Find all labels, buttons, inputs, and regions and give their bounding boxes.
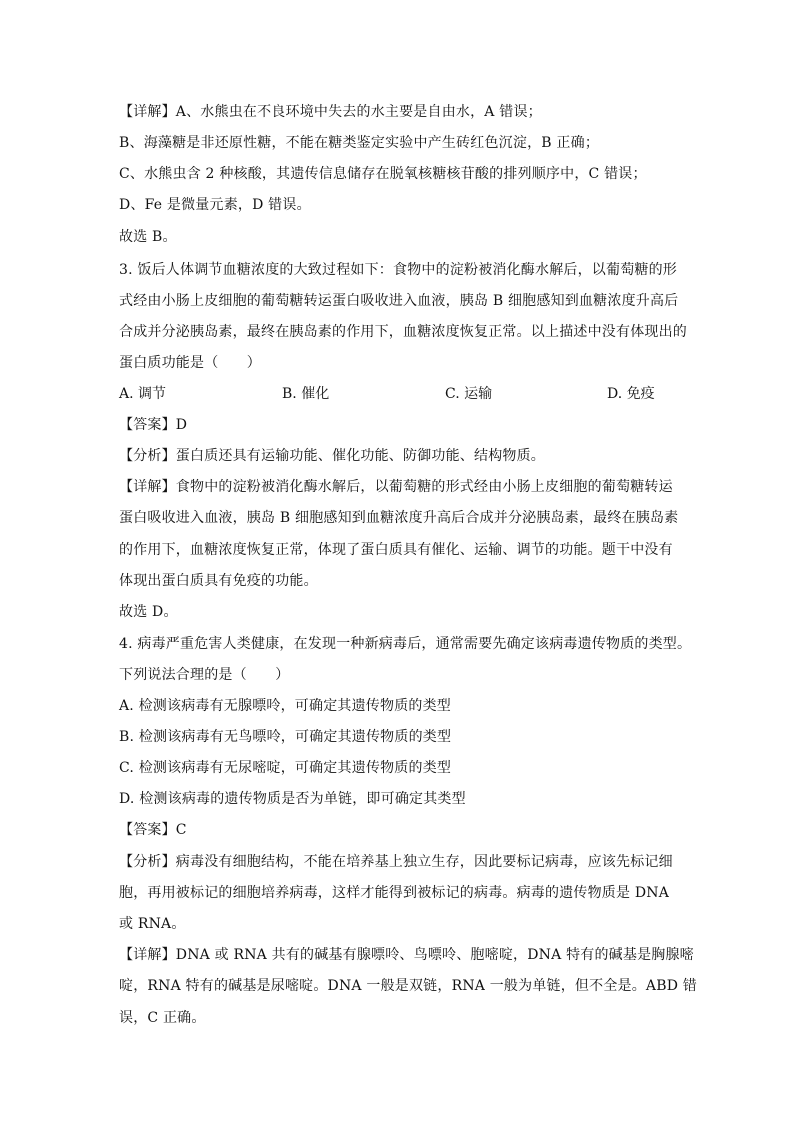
q2-detail-line: C、水熊虫含 2 种核酸，其遗传信息储存在脱氧核糖核苷酸的排列顺序中，C 错误； <box>119 166 647 182</box>
q4-option-b: B. 检测该病毒有无鸟嘌呤，可确定其遗传物质的类型 <box>119 729 452 745</box>
q4-analysis-line: 胞，再用被标记的细胞培养病毒，这样才能得到被标记的病毒。病毒的遗传物质是 DNA <box>119 885 670 901</box>
q3-stem-line: 合成并分泌胰岛素，最终在胰岛素的作用下，血糖浓度恢复正常。以上描述中没有体现出的 <box>119 324 687 340</box>
q2-detail-line: D、Fe 是微量元素，D 错误。 <box>119 197 311 213</box>
q2-conclusion: 故选 B。 <box>119 229 177 245</box>
q4-option-a: A. 检测该病毒有无腺嘌呤，可确定其遗传物质的类型 <box>119 698 452 714</box>
q4-option-d: D. 检测该病毒的遗传物质是否为单链，即可确定其类型 <box>119 791 466 807</box>
q3-option-b: B. 催化 <box>282 386 330 402</box>
q2-detail-line: 【详解】A、水熊虫在不良环境中失去的水主要是自由水，A 错误； <box>119 104 542 120</box>
q3-conclusion: 故选 D。 <box>119 604 178 620</box>
q3-option-d: D. 免疫 <box>607 386 655 402</box>
q3-analysis: 【分析】蛋白质还具有运输功能、催化功能、防御功能、结构物质。 <box>119 448 545 464</box>
q4-detail-line: 误，C 正确。 <box>119 1010 206 1026</box>
q3-stem-line: 式经由小肠上皮细胞的葡萄糖转运蛋白吸收进入血液，胰岛 B 细胞感知到血糖浓度升高后 <box>119 293 679 309</box>
q3-option-c: C. 运输 <box>445 386 493 402</box>
q4-analysis-line: 或 RNA。 <box>119 916 186 932</box>
q4-analysis-line: 【分析】病毒没有细胞结构，不能在培养基上独立生存，因此要标记病毒，应该先标记细 <box>119 854 673 870</box>
q3-stem-line: 蛋白质功能是（ ） <box>119 355 261 371</box>
q2-detail-line: B、海藻糖是非还原性糖，不能在糖类鉴定实验中产生砖红色沉淀，B 正确； <box>119 135 600 151</box>
q4-stem-line: 4. 病毒严重危害人类健康，在发现一种新病毒后，通常需要先确定该病毒遗传物质的类型。 <box>119 636 692 652</box>
q4-answer: 【答案】C <box>119 822 187 838</box>
q4-option-c: C. 检测该病毒有无尿嘧啶，可确定其遗传物质的类型 <box>119 760 452 776</box>
q3-detail-line: 体现出蛋白质具有免疫的功能。 <box>119 573 318 589</box>
q3-detail-line: 蛋白吸收进入血液，胰岛 B 细胞感知到血糖浓度升高后合成并分泌胰岛素，最终在胰岛素 <box>119 510 679 526</box>
q4-detail-line: 啶，RNA 特有的碱基是尿嘧啶。DNA 一般是双链，RNA 一般为单链，但不全是。ABD 错 <box>119 978 698 994</box>
q3-detail-line: 的作用下，血糖浓度恢复正常，体现了蛋白质具有催化、运输、调节的功能。题干中没有 <box>119 542 673 558</box>
q4-stem-line: 下列说法合理的是（ ） <box>119 667 290 683</box>
q3-stem-line: 3. 饭后人体调节血糖浓度的大致过程如下：食物中的淀粉被消化酶水解后，以葡萄糖的形 <box>119 262 678 278</box>
q4-detail-line: 【详解】DNA 或 RNA 共有的碱基有腺嘌呤、鸟嘌呤、胞嘧啶，DNA 特有的碱基是胸腺嘧 <box>119 947 694 963</box>
q3-detail-line: 【详解】食物中的淀粉被消化酶水解后，以葡萄糖的形式经由小肠上皮细胞的葡萄糖转运 <box>119 479 673 495</box>
q3-answer: 【答案】D <box>119 417 188 433</box>
q3-option-a: A. 调节 <box>119 386 167 402</box>
